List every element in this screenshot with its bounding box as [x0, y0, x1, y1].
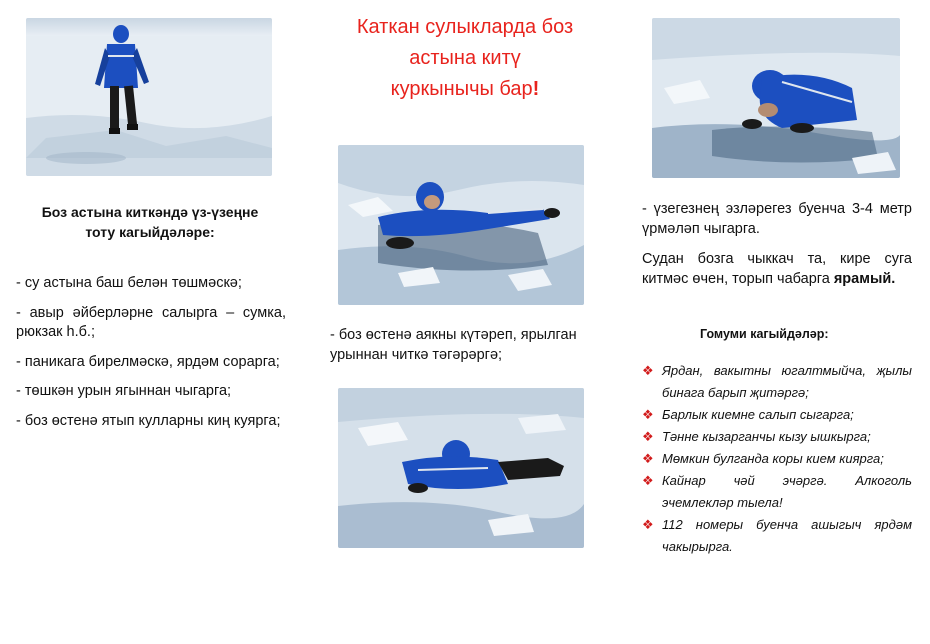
- middle-instruction: - боз өстенә аякны күтәреп, ярылган урыннан читкә тәгәрәргә;: [330, 327, 577, 363]
- bullet-icon: ❖: [642, 407, 654, 422]
- bullet-icon: ❖: [642, 451, 654, 466]
- list-item: ❖ 112 номеры буенча ашыгыч ярдәм чакырырга.: [642, 514, 912, 558]
- photo-walking-on-ice: [26, 18, 272, 176]
- rule-item: - су астына баш белән төшмәскә;: [16, 275, 242, 291]
- right-instruction-2: [642, 250, 912, 289]
- general-rules-list: [642, 360, 912, 558]
- title-line-1: Каткан сулыкларда боз: [356, 16, 574, 38]
- bullet-icon: ❖: [642, 517, 654, 532]
- title-line-3: куркынычы бар!: [390, 78, 540, 100]
- bullet-icon: ❖: [642, 363, 654, 378]
- left-rules-list: [16, 274, 286, 441]
- rule-item: - төшкән урын ягыннан чыгарга;: [16, 383, 232, 400]
- list-item: ❖ Ярдан, вакытны югалтмыйча, җылы бинага барып җитәргә;: [642, 360, 912, 404]
- general-rules-heading: Гомуми кагыйдәләр:: [700, 327, 829, 341]
- left-section-heading: Боз астына киткәндә үз-үзеңне тоту кагыйдәләре:: [41, 204, 259, 240]
- bullet-icon: ❖: [642, 473, 654, 488]
- list-item: ❖ Мөмкин булганда коры кием киярга;: [642, 448, 912, 470]
- page-title: [330, 12, 600, 105]
- photo-arms-on-ice: [338, 145, 584, 305]
- right-instruction-1: - үзегезнең эзләрегез буенча 3-4 метр үрмәләп чыгарга.: [642, 201, 912, 237]
- title-exclamation: !: [532, 78, 540, 100]
- title-line-2: астына китү: [409, 47, 521, 69]
- rule-item: - авыр әйберләрне салырга – сумка, рюкзак һ.б.;: [16, 304, 286, 341]
- right-instruction-2-main: Судан бозга чыккач та, кире суга китмәс өчен, торып чабарга: [642, 251, 912, 287]
- rule-item: - боз өстенә ятып кулларны киң куярга;: [16, 412, 281, 429]
- list-item: ❖ Тәнне кызарганчы кызу ышкырга;: [642, 426, 912, 448]
- photo-rolling-on-ice: [338, 388, 584, 548]
- rule-item: - паникага бирелмәскә, ярдәм сорарга;: [16, 353, 280, 370]
- photo-crawling-out: [652, 18, 900, 178]
- list-item: ❖ Кайнар чәй эчәргә. Алкоголь эчемлекләр тыела!: [642, 470, 912, 514]
- right-instruction-2-bold: ярамый.: [833, 270, 896, 287]
- bullet-icon: ❖: [642, 429, 654, 444]
- list-item: ❖ Барлык киемне салып сыгарга;: [642, 404, 912, 426]
